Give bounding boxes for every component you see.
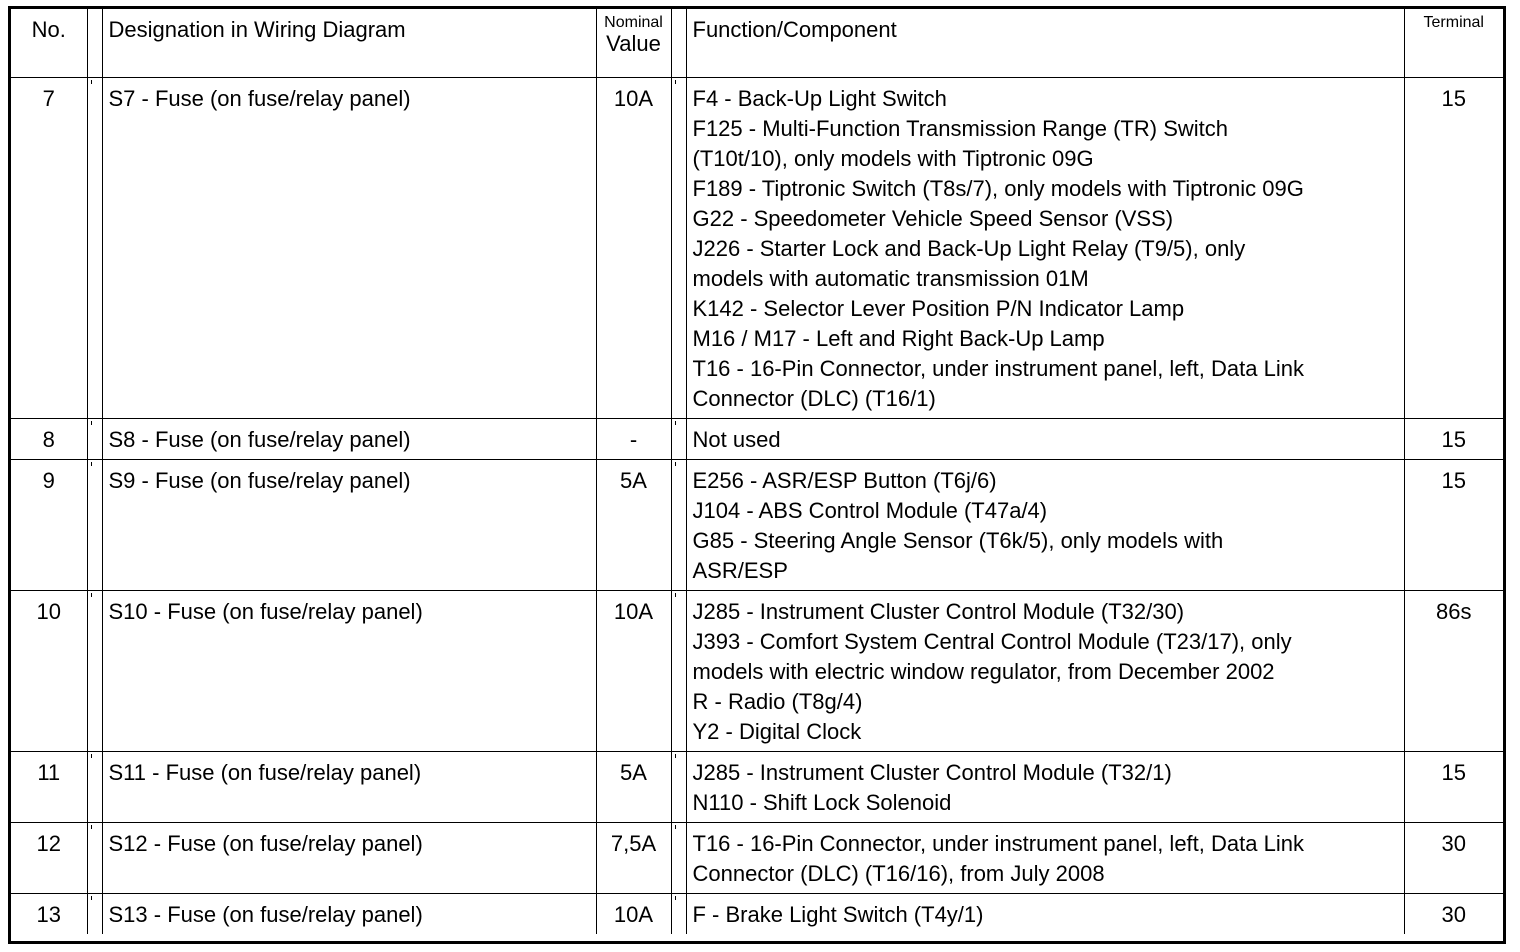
function-line: Connector (DLC) (T16/1) (692, 386, 936, 411)
row-number: 10 (11, 591, 87, 752)
row-spacer (671, 460, 686, 591)
row-spacer (671, 894, 686, 935)
row-designation: S12 - Fuse (on fuse/relay panel) (102, 823, 596, 894)
row-number: 11 (11, 752, 87, 823)
row-designation: S9 - Fuse (on fuse/relay panel) (102, 460, 596, 591)
row-nominal-value: 10A (596, 894, 671, 935)
row-number: 12 (11, 823, 87, 894)
row-number: 7 (11, 78, 87, 419)
header-designation: Designation in Wiring Diagram (102, 9, 596, 78)
function-line: models with electric window regulator, from December 2002 (692, 659, 1275, 684)
table-row (11, 894, 1503, 935)
function-line: Not used (692, 427, 781, 452)
row-function (686, 591, 1404, 752)
function-line: J285 - Instrument Cluster Control Module (T32/1) (692, 760, 1172, 785)
header-terminal-label: Terminal (1423, 14, 1484, 31)
row-designation: S11 - Fuse (on fuse/relay panel) (102, 752, 596, 823)
table-row (11, 591, 1503, 752)
function-line: R - Radio (T8g/4) (692, 689, 863, 714)
spacer-tick (91, 896, 92, 900)
row-nominal-value: 5A (596, 460, 671, 591)
header-no: No. (11, 9, 87, 78)
row-terminal: 15 (1404, 752, 1503, 823)
spacer-tick (91, 462, 92, 466)
table-row (11, 419, 1503, 460)
function-line: models with automatic transmission 01M (692, 266, 1089, 291)
spacer-tick (91, 754, 92, 758)
function-line: ASR/ESP (692, 558, 788, 583)
row-nominal-value: 5A (596, 752, 671, 823)
function-line: Y2 - Digital Clock (692, 719, 862, 744)
row-function (686, 752, 1404, 823)
row-designation: S7 - Fuse (on fuse/relay panel) (102, 78, 596, 419)
spacer-tick (675, 593, 676, 597)
table-row (11, 460, 1503, 591)
function-line: J226 - Starter Lock and Back-Up Light Relay (T9/5), only (692, 236, 1246, 261)
row-function (686, 823, 1404, 894)
row-designation: S10 - Fuse (on fuse/relay panel) (102, 591, 596, 752)
function-line: K142 - Selector Lever Position P/N Indicator Lamp (692, 296, 1185, 321)
header-terminal (1404, 9, 1503, 78)
header-nominal-label: Nominal (604, 14, 663, 31)
function-line: J104 - ABS Control Module (T47a/4) (692, 498, 1048, 523)
table-row (11, 78, 1503, 419)
fuse-table (11, 9, 1503, 934)
row-function (686, 894, 1404, 935)
row-nominal-value: 7,5A (596, 823, 671, 894)
header-value-label: Value (606, 31, 661, 56)
spacer-tick (675, 825, 676, 829)
row-number: 8 (11, 419, 87, 460)
spacer-tick (91, 80, 92, 84)
row-spacer (671, 78, 686, 419)
function-line: J393 - Comfort System Central Control Module (T23/17), only (692, 629, 1292, 654)
row-function (686, 460, 1404, 591)
row-nominal-value: 10A (596, 78, 671, 419)
row-number: 13 (11, 894, 87, 935)
spacer-tick (91, 825, 92, 829)
row-designation: S13 - Fuse (on fuse/relay panel) (102, 894, 596, 935)
row-terminal: 30 (1404, 894, 1503, 935)
table-body (11, 78, 1503, 935)
table-row (11, 823, 1503, 894)
row-function (686, 78, 1404, 419)
function-line: F189 - Tiptronic Switch (T8s/7), only models with Tiptronic 09G (692, 176, 1304, 201)
row-spacer (671, 591, 686, 752)
header-spacer (87, 9, 102, 78)
function-line: M16 / M17 - Left and Right Back-Up Lamp (692, 326, 1105, 351)
fuse-table-page (8, 6, 1506, 944)
function-line: F - Brake Light Switch (T4y/1) (692, 902, 984, 927)
function-line: T16 - 16-Pin Connector, under instrument panel, left, Data Link (692, 356, 1304, 381)
row-terminal: 15 (1404, 460, 1503, 591)
spacer-tick (91, 593, 92, 597)
spacer-tick (675, 754, 676, 758)
function-line: E256 - ASR/ESP Button (T6j/6) (692, 468, 997, 493)
table-header-row (11, 9, 1503, 78)
row-function (686, 419, 1404, 460)
function-line: G85 - Steering Angle Sensor (T6k/5), only models with (692, 528, 1224, 553)
row-terminal: 15 (1404, 78, 1503, 419)
row-terminal: 15 (1404, 419, 1503, 460)
row-nominal-value: - (596, 419, 671, 460)
spacer-tick (675, 421, 676, 425)
row-number: 9 (11, 460, 87, 591)
row-spacer (87, 894, 102, 935)
row-spacer (87, 419, 102, 460)
row-spacer (87, 460, 102, 591)
function-line: G22 - Speedometer Vehicle Speed Sensor (VSS) (692, 206, 1174, 231)
spacer-tick (675, 462, 676, 466)
function-line: (T10t/10), only models with Tiptronic 09G (692, 146, 1094, 171)
table-row (11, 752, 1503, 823)
row-terminal: 86s (1404, 591, 1503, 752)
function-line: N110 - Shift Lock Solenoid (692, 790, 952, 815)
function-line: T16 - 16-Pin Connector, under instrument panel, left, Data Link (692, 831, 1304, 856)
header-nominal-value (596, 9, 671, 78)
function-line: J285 - Instrument Cluster Control Module (T32/30) (692, 599, 1185, 624)
row-spacer (87, 823, 102, 894)
row-spacer (87, 752, 102, 823)
row-nominal-value: 10A (596, 591, 671, 752)
row-spacer (87, 591, 102, 752)
function-line: Connector (DLC) (T16/16), from July 2008 (692, 861, 1105, 886)
spacer-tick (675, 896, 676, 900)
header-function: Function/Component (686, 9, 1404, 78)
row-spacer (671, 419, 686, 460)
spacer-tick (91, 421, 92, 425)
row-terminal: 30 (1404, 823, 1503, 894)
header-spacer (671, 9, 686, 78)
spacer-tick (675, 80, 676, 84)
row-spacer (671, 823, 686, 894)
row-designation: S8 - Fuse (on fuse/relay panel) (102, 419, 596, 460)
row-spacer (87, 78, 102, 419)
function-line: F125 - Multi-Function Transmission Range (TR) Switch (692, 116, 1228, 141)
row-spacer (671, 752, 686, 823)
function-line: F4 - Back-Up Light Switch (692, 86, 947, 111)
